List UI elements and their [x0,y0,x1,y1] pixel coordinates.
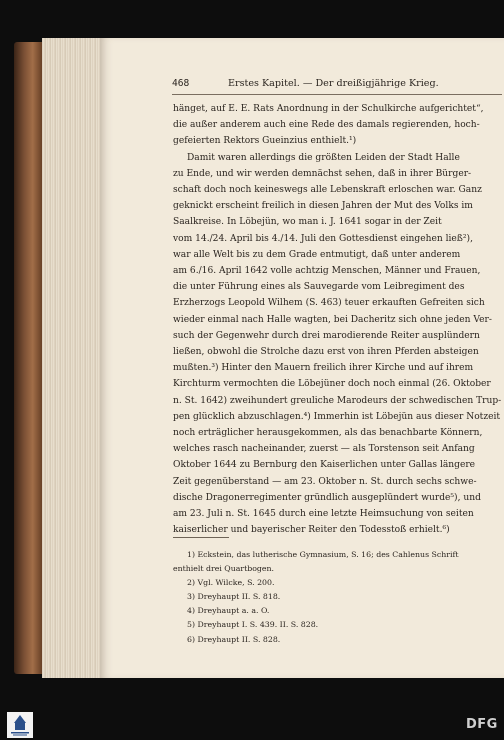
body-line: war alle Welt bis zu dem Grade entmutigt, daß unter anderem [173,249,461,260]
body-line: mußten.³) Hinter den Mauern freilich ihrer Kirche und auf ihrem [173,363,474,374]
header-rule [172,94,502,95]
body-line: die außer anderem auch eine Rede des damals regierenden, hoch- [173,120,480,131]
page-edges [42,38,108,678]
body-line: Saalkreise. In Löbejün, wo man i. J. 1641 sogar in der Zeit [173,217,442,228]
body-line: ließen, obwohl die Strolche dazu erst von ihren Pferden absteigen [173,347,479,358]
footnote-line: 5) Dreyhaupt I. S. 439. II. S. 828. [187,620,319,630]
body-line: die unter Führung eines als Sauvegarde vom Leibregiment des [173,282,465,293]
footnote-line: 3) Dreyhaupt II. S. 818. [187,592,281,602]
footnotes [173,548,501,647]
body-line: n. St. 1642) zweihundert greuliche Marodeurs der schwedischen Trup- [173,395,501,406]
body-line: am 6./16. April 1642 volle achtzig Menschen, Männer und Frauen, [173,266,481,277]
footnote-line: enthielt drei Quartbogen. [173,564,275,574]
book [14,38,504,678]
body-line: welches rasch nacheinander, zuerst — als Torstenson seit Anfang [173,444,475,455]
book-page [100,38,504,678]
body-line: Zeit gegenüberstand — am 23. Oktober n. St. durch sechs schwe- [173,476,477,487]
body-line: hänget, auf E. E. Rats Anordnung in der Schulkirche aufgerichtet“, [173,104,484,114]
dfg-logo: DFG [466,717,498,732]
body-text [173,101,501,538]
body-line: Erzherzogs Leopold Wilhem (S. 463) teuer erkauften Gefreiten sich [173,298,485,309]
body-line: geknickt erscheint freilich in diesen Jahren der Mut des Volks im [173,201,473,212]
body-line: Oktober 1644 zu Bernburg den Kaiserlichen unter Gallas längere [173,460,476,471]
body-line: Kirchturm vermochten die Löbejüner doch noch einmal (26. Oktober [173,379,491,390]
footnote-line: 2) Vgl. Wilcke, S. 200. [187,578,275,588]
body-line: kaiserlicher und bayerischer Reiter den Todesstoß erhielt.⁶) [173,525,450,536]
body-line: am 23. Juli n. St. 1645 durch eine letzte Heimsuchung von seiten [173,509,474,520]
footnote-line: 1) Eckstein, das lutherische Gymnasium, S. 16; des Cahlenus Schrift [187,550,459,559]
body-line: dische Dragonerregimenter gründlich ausgeplündert wurde⁵), und [173,492,481,503]
body-line: vom 14./24. April bis 4./14. Juli den Gottesdienst eingehen ließ²), [173,233,473,244]
footnote-line: 6) Dreyhaupt II. S. 828. [187,634,281,644]
body-line: gefeierten Rektors Gueinzius enthielt.¹) [173,136,357,147]
body-line: pen glücklich abzuschlagen.⁴) Immerhin ist Löbejün aus dieser Notzeit [173,411,501,422]
body-line: zu Ende, und wir werden demnächst sehen, daß in ihrer Bürger- [173,168,472,179]
page-number: 468 [172,78,190,89]
body-line: schaft doch noch keineswegs alle Lebenskraft erloschen war. Ganz [173,185,482,196]
body-line: wieder einmal nach Halle wagten, bei Dacheritz sich ohne jeden Ver- [173,314,492,325]
body-line: noch erträglicher herausgekommen, als das benachbarte Könnern, [173,428,483,439]
library-logo-icon [7,712,33,738]
body-line: such der Gegenwehr durch drei marodierende Reiter ausplündern [173,330,480,341]
footnote-rule [173,537,229,538]
body-line: Damit waren allerdings die größten Leiden der Stadt Halle [187,152,460,163]
footnote-line: 4) Dreyhaupt a. a. O. [187,606,270,616]
running-title: Erstes Kapitel. — Der dreißigjährige Krieg. [228,78,439,89]
